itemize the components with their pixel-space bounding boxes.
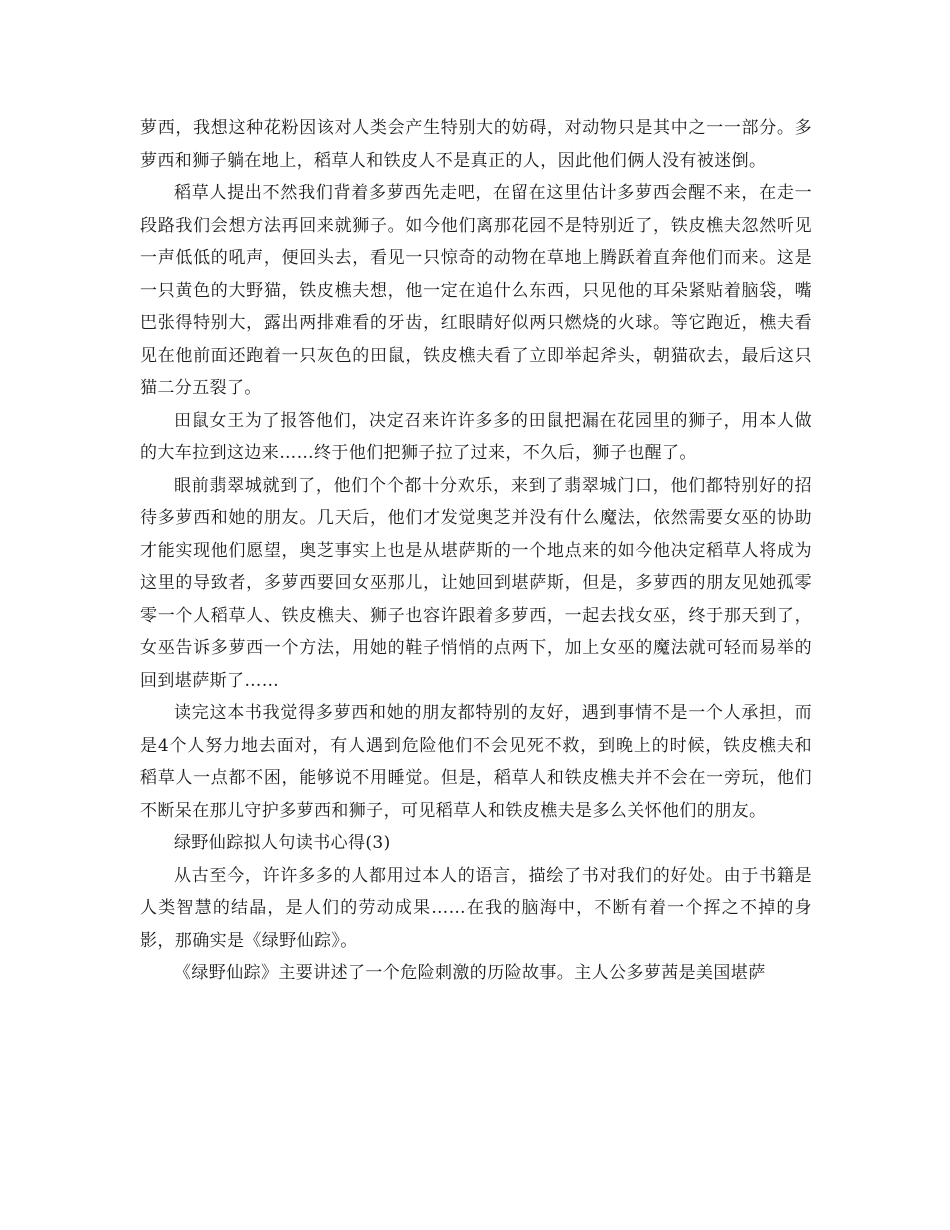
paragraph-2: 稻草人提出不然我们背着多萝西先走吧，在留在这里估计多萝西会醒不来，在走一段路我们会想方法再回来就狮子。如今他们离那花园不是特别近了，铁皮樵夫忽然听见一声低低的吼声，便回头去，看见一只惊奇的动物在草地上腾跃着直奔他们而来。这是一只黄色的大野猫，铁皮樵夫想，他一定在追什么东西，只见他的耳朵紧贴着脑袋，嘴巴张得特别大，露出两排难看的牙齿，红眼睛好似两只燃烧的火球。等它跑近，樵夫看见在他前面还跑着一只灰色的田鼠，铁皮樵夫看了立即举起斧头，朝猫砍去，最后这只猫二分五裂了。 [140, 183, 812, 398]
section-heading: 绿野仙踪拟人句读书心得(3) [174, 833, 391, 853]
paragraph-5: 读完这本书我觉得多萝西和她的朋友都特别的友好，遇到事情不是一个人承担，而是4个人努力地去面对，有人遇到危险他们不会见死不救，到晚上的时候，铁皮樵夫和稻草人一点都不困，能够说不用睡觉。但是，稻草人和铁皮樵夫并不会在一旁玩，他们不断呆在那儿守护多萝西和狮子，可见稻草人和铁皮樵夫是多么关怀他们的朋友。 [140, 703, 812, 821]
document-body [140, 112, 812, 990]
paragraph-6: 从古至今，许许多多的人都用过本人的语言，描绘了书对我们的好处。由于书籍是人类智慧的结晶，是人们的劳动成果……在我的脑海中，不断有着一个挥之不掉的身影，那确实是《绿野仙踪》。 [140, 865, 812, 951]
paragraph-3: 田鼠女王为了报答他们，决定召来许许多多的田鼠把漏在花园里的狮子，用本人做的大车拉到这边来……终于他们把狮子拉了过来，不久后，狮子也醒了。 [140, 410, 812, 463]
paragraph-4: 眼前翡翠城就到了，他们个个都十分欢乐，来到了翡翠城门口，他们都特别好的招待多萝西和她的朋友。几天后，他们才发觉奥芝并没有什么魔法，依然需要女巫的协助才能实现他们愿望，奥芝事实上也是从堪萨斯的一个地点来的如今他决定稻草人将成为这里的导致者，多萝西要回女巫那儿，让她回到堪萨斯，但是，多萝西的朋友见她孤零零一个人稻草人、铁皮樵夫、狮子也容许跟着多萝西，一起去找女巫，终于那天到了，女巫告诉多萝西一个方法，用她的鞋子悄悄的点两下，加上女巫的魔法就可轻而易举的回到堪萨斯了…… [140, 475, 812, 691]
paragraph-7: 《绿野仙踪》主要讲述了一个危险刺激的历险故事。主人公多萝茜是美国堪萨 [174, 963, 766, 983]
paragraph-1: 萝西，我想这种花粉因该对人类会产生特别大的妨碍，对动物只是其中之一一部分。多萝西和狮子躺在地上，稻草人和铁皮人不是真正的人，因此他们俩人没有被迷倒。 [140, 118, 812, 171]
